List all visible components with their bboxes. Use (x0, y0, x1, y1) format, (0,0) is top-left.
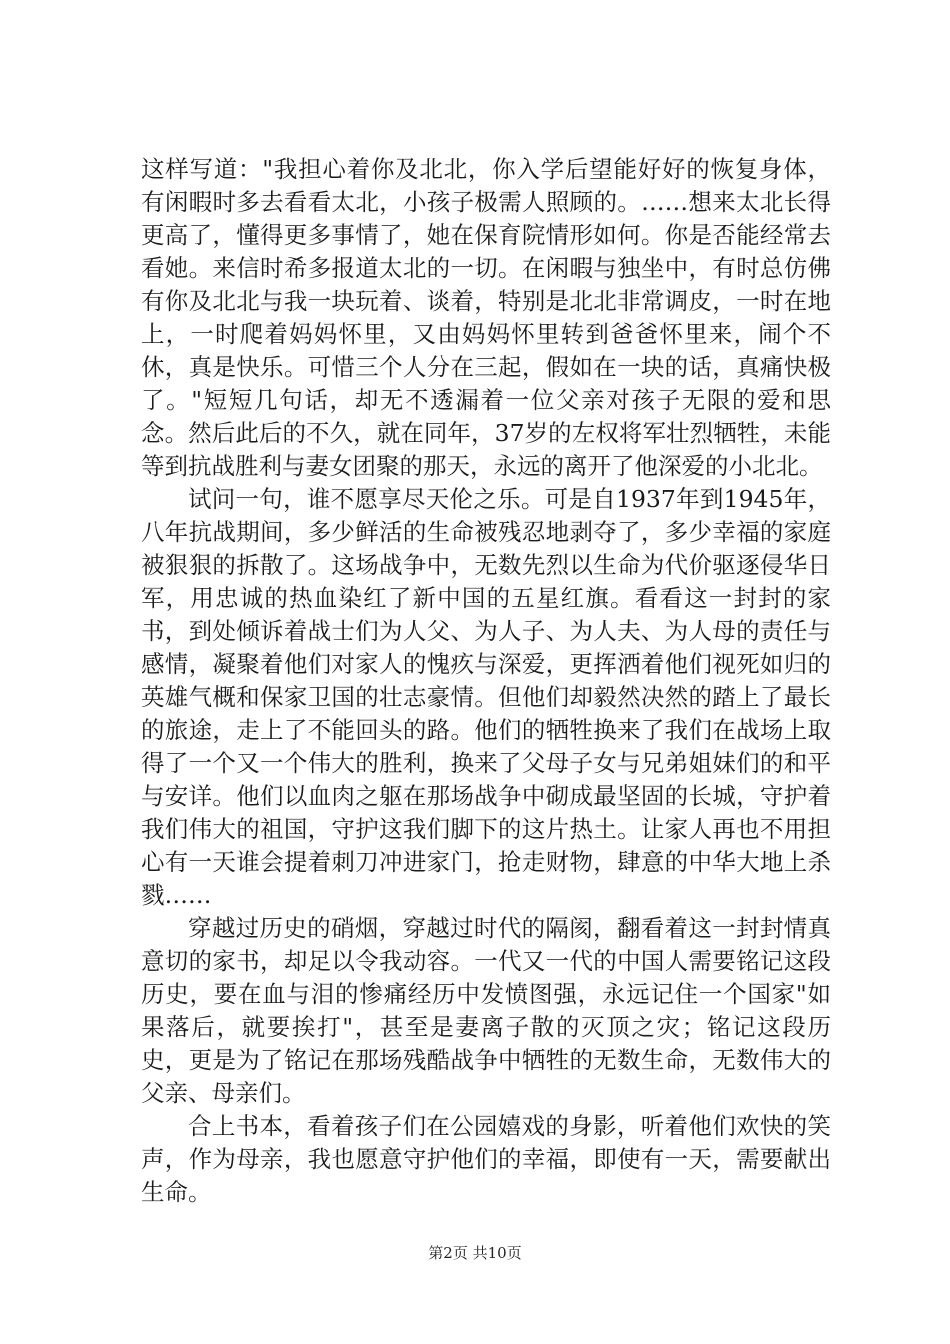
body-text (141, 153, 831, 1209)
paragraph-4: 合上书本，看着孩子们在公园嬉戏的身影，听着他们欢快的笑声，作为母亲，我也愿意守护他们的幸福，即使有一天，需要献出生命。 (141, 1112, 831, 1206)
page-footer: 第2页 共10页 (428, 1244, 522, 1262)
paragraph-3: 穿越过历史的硝烟，穿越过时代的隔阂，翻看着这一封封情真意切的家书，却足以令我动容。一代又一代的中国人需要铭记这段历史，要在血与泪的惨痛经历中发愤图强，永远记住一个国家"如果落后，就要挨打"，甚至是妻离子散的灭顶之灾；铭记这段历史，更是为了铭记在那场残酷战争中牺牲的无数生命，无数伟大的父亲、母亲们。 (141, 914, 831, 1107)
paragraph-2: 试问一句，谁不愿享尽天伦之乐。可是自1937年到1945年，八年抗战期间，多少鲜活的生命被残忍地剥夺了，多少幸福的家庭被狠狠的拆散了。这场战争中，无数先烈以生命为代价驱逐侵华日军，用忠诚的热血染红了新中国的五星红旗。看看这一封封的家书，到处倾诉着战士们为人父、为人子、为人夫、为人母的责任与感情，凝聚着他们对家人的愧疚与深爱，更挥洒着他们视死如归的英雄气概和保家卫国的壮志豪情。但他们却毅然决然的踏上了最长的旅途，走上了不能回头的路。他们的牺牲换来了我们在战场上取得了一个又一个伟大的胜利，换来了父母子女与兄弟姐妹们的和平与安详。他们以血肉之躯在那场战争中砌成最坚固的长城，守护着我们伟大的祖国，守护这我们脚下的这片热土。让家人再也不用担心有一天谁会提着刺刀冲进家门，抢走财物，肆意的中华大地上杀戮…… (141, 485, 831, 909)
paragraph-1: 这样写道："我担心着你及北北，你入学后望能好好的恢复身体，有闲暇时多去看看太北，小孩子极需人照顾的。……想来太北长得更高了，懂得更多事情了，她在保育院情形如何。你是否能经常去看她。来信时希多报道太北的一切。在闲暇与独坐中，有时总仿佛有你及北北与我一块玩着、谈着，特别是北北非常调皮，一时在地上，一时爬着妈妈怀里，又由妈妈怀里转到爸爸怀里来，闹个不休，真是快乐。可惜三个人分在三起，假如在一块的话，真痛快极了。"短短几句话，却无不透漏着一位父亲对孩子无限的爱和思念。然后此后的不久，就在同年，37岁的左权将军壮烈牺牲，未能等到抗战胜利与妻女团聚的那天，永远的离开了他深爱的小北北。 (141, 155, 831, 480)
